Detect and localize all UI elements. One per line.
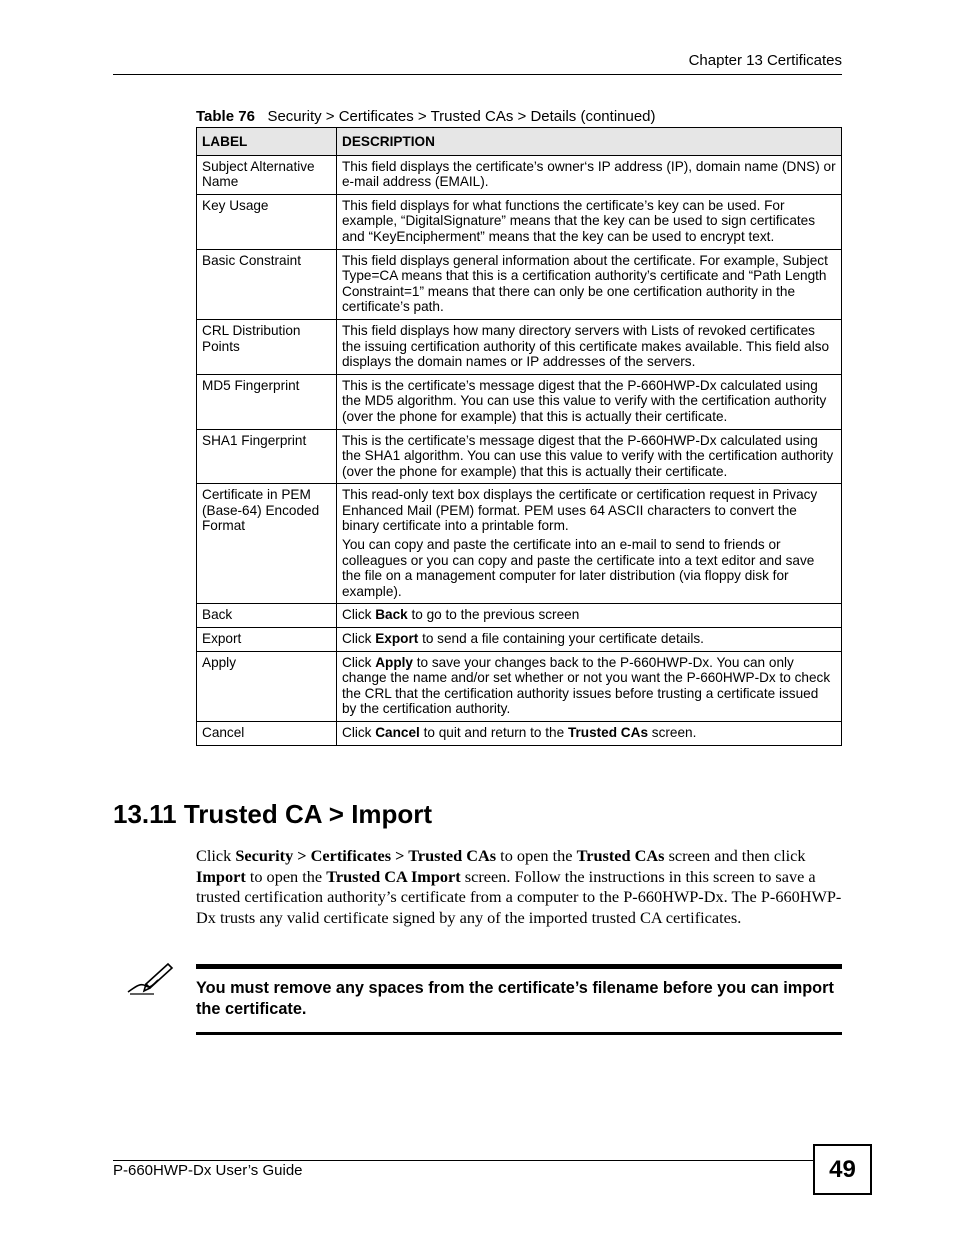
row-label: Export [197,628,337,652]
row-label: Key Usage [197,194,337,249]
table-body [197,155,842,745]
ui-term: Cancel [375,725,420,740]
text-run: This field displays the certificate’s owner‘s IP address (IP), domain name (DNS) or e-mail address (EMAIL). [342,158,836,190]
text-run: to save your changes back to the P-660HWP-Dx. You can only change the name and/or set whether or not you want the P-660HWP-Dx to check the CRL that the certification authority issues before trusting a certificate issued by the certification authority. [342,654,831,717]
text-run: to open the [496,846,577,865]
row-label: SHA1 Fingerprint [197,429,337,484]
text-run: to send a file containing your certificate details. [418,631,704,647]
description-paragraph [342,433,836,480]
note-rule-bottom [196,1032,842,1035]
table-caption-text: Security > Certificates > Trusted CAs > Details (continued) [267,108,656,125]
body-paragraph [196,846,846,928]
text-run: screen. [648,725,697,740]
table-row [197,319,842,374]
text-run: This field displays how many directory servers with Lists of revoked certificates the issuing certification authority of this certificate makes available. This field also displays the domain names or IP addresses of the servers. [342,322,830,370]
text-run: Click [342,654,376,670]
page-number: 49 [813,1144,872,1195]
section-title: 13.11 Trusted CA > Import [113,799,433,829]
row-description [337,604,842,628]
row-description [337,319,842,374]
table-row [197,484,842,604]
ui-term: Trusted CAs [576,846,665,865]
text-run: You can copy and paste the certificate into an e-mail to send to friends or colleagues or you can copy and paste the certificate into a text editor and save the file on a management computer for later distribution (via floppy disk for example). [342,537,815,599]
table-row [197,249,842,319]
table-row [197,604,842,628]
ui-term: Apply [375,654,413,670]
row-description [337,249,842,319]
description-paragraph [342,655,836,717]
note-text: You must remove any spaces from the certificate’s filename before you can import the certificate. [196,979,834,1018]
table-row [197,722,842,746]
table-row [197,628,842,652]
text-run: Click [342,607,376,623]
ui-term: Import [196,866,246,886]
row-description [337,484,842,604]
row-label: Certificate in PEM (Base-64) Encoded Format [197,484,337,604]
description-paragraph [342,323,836,370]
text-run: This is the certificate’s message digest that the P-660HWP-Dx calculated using the MD5 algorithm. You can use this value to verify with the certification authority (over the phone for example) that this is actually their certificate. [342,377,827,424]
text-run: This field displays general information about the certificate. For example, Subject Type=CA means that this is a certification authority’s certificate and “Path Length Constraint=1” means that there can only be one certification authority in the certificate’s path. [342,252,828,315]
description-paragraph [342,253,836,315]
description-paragraph [342,378,836,425]
row-description [337,155,842,194]
ui-term: Export [375,631,419,647]
description-paragraph [342,725,836,741]
ui-term: Trusted CAs [567,725,649,740]
description-paragraph [342,607,836,623]
text-run: to open the [245,866,327,886]
description-paragraph [342,198,836,245]
row-label: CRL Distribution Points [197,319,337,374]
table-header-row [197,128,842,156]
note-rule-top [196,964,842,969]
row-label: Cancel [197,722,337,746]
text-run: Click [342,725,376,740]
row-description [337,429,842,484]
description-paragraph [342,631,836,647]
table-caption [196,108,656,125]
row-description [337,651,842,721]
text-run: This is the certificate’s message digest that the P-660HWP-Dx calculated using the SHA1 algorithm. You can use this value to verify with the certification authority (over the phone for example) that this is actually their certificate. [342,432,834,479]
text-run: screen and then click [664,846,806,865]
description-paragraph [342,159,836,190]
header-rule [113,74,842,75]
row-label: Apply [197,651,337,721]
table-caption-label: Table 76 [196,108,255,125]
footer-rule [113,1160,813,1161]
row-description [337,374,842,429]
row-label: Back [197,604,337,628]
description-paragraph [342,487,836,534]
details-table [196,127,842,746]
footer-guide-title: P-660HWP-Dx User’s Guide [113,1162,303,1179]
row-description [337,722,842,746]
text-run: to quit and return to the [419,725,568,740]
text-run: Click [342,631,376,647]
table-row [197,194,842,249]
table-row [197,374,842,429]
row-description [337,194,842,249]
row-description [337,628,842,652]
text-run: This field displays for what functions the certificate’s key can be used. For example, “DigitalSignature” means that the key can be used to sign certificates and “KeyEncipherment” means that the key can be used to encrypt text. [342,197,816,244]
text-run: Click [196,846,236,865]
table-row [197,155,842,194]
row-label: Basic Constraint [197,249,337,319]
chapter-header: Chapter 13 Certificates [688,52,842,69]
table-row [197,429,842,484]
row-label: MD5 Fingerprint [197,374,337,429]
ui-term: Security > Certificates > Trusted CAs [235,846,497,865]
column-header-label: LABEL [197,128,337,156]
row-label: Subject Alternative Name [197,155,337,194]
column-header-description: DESCRIPTION [337,128,842,156]
description-paragraph [342,537,836,599]
ui-term: Back [375,607,408,623]
text-run: screen. Follow the instructions in this screen to save a trusted certification authority’s certificate from a computer to the P-660HWP-Dx. The P-660HWP-Dx trusts any valid certificate signed by any of the imported trusted CA certificates. [196,866,842,927]
text-run: This read-only text box displays the certificate or certification request in Privacy Enhanced Mail (PEM) format. PEM uses 64 ASCII characters to convert the binary certificate into a printable form. [342,487,818,534]
ui-term: Trusted CA Import [326,866,461,886]
pencil-note-icon [124,960,174,1000]
text-run: to go to the previous screen [407,607,580,623]
table-row [197,651,842,721]
